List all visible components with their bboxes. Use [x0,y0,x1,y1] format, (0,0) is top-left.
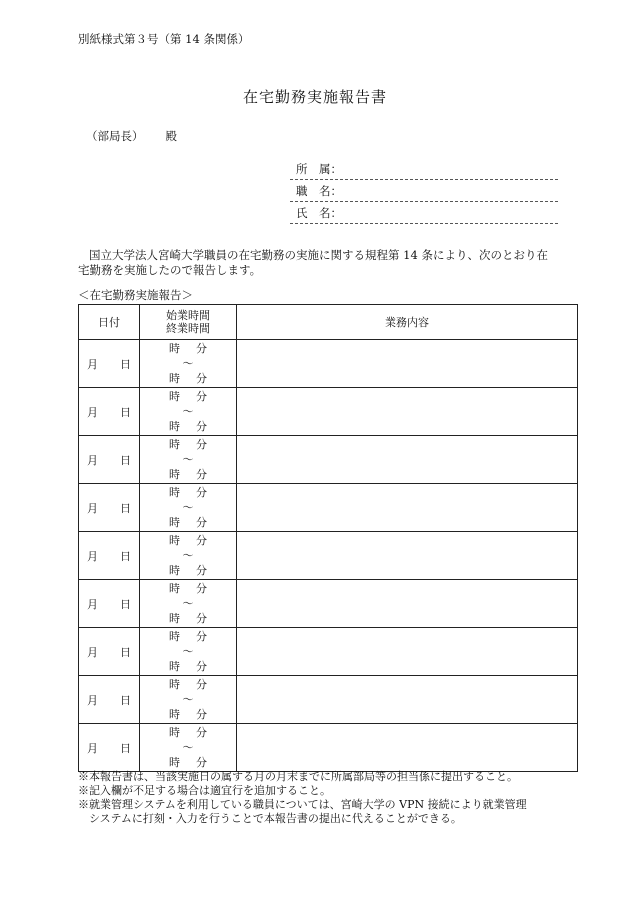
end-minute-label: 分 [196,468,207,481]
month-label: 月 [87,357,98,371]
day-label: 日 [120,453,131,467]
name-label: 氏 名： [296,206,342,220]
start-hour-label: 時 [169,438,180,451]
month-label: 月 [87,741,98,755]
header-date: 日付 [79,305,140,340]
date-cell[interactable] [79,676,140,724]
date-cell[interactable] [79,724,140,772]
applicant-block [290,158,558,224]
tilde: ～ [182,357,194,370]
end-hour-label: 時 [169,612,180,625]
start-hour-label: 時 [169,726,180,739]
end-hour-label: 時 [169,372,180,385]
start-minute-label: 分 [196,582,207,595]
work-content-cell[interactable] [237,724,578,772]
work-content-cell[interactable] [237,628,578,676]
tilde: ～ [182,645,194,658]
note-item: ※就業管理システムを利用している職員については、宮崎大学の VPN 接続により就業管理 [78,798,527,811]
start-hour-label: 時 [169,534,180,547]
table-header-row [79,305,578,340]
start-minute-label: 分 [196,438,207,451]
end-hour-label: 時 [169,708,180,721]
end-minute-label: 分 [196,756,207,769]
start-hour-label: 時 [169,678,180,691]
start-hour-label: 時 [169,390,180,403]
start-minute-label: 分 [196,390,207,403]
day-label: 日 [120,693,131,707]
month-label: 月 [87,693,98,707]
time-cell[interactable] [140,724,237,772]
date-cell[interactable] [79,340,140,388]
month-label: 月 [87,645,98,659]
note-item: ※記入欄が不足する場合は適宜行を追加すること。 [78,784,331,797]
work-content-cell[interactable] [237,436,578,484]
addressee-honorific: 殿 [165,129,177,143]
work-content-cell[interactable] [237,340,578,388]
time-cell[interactable] [140,580,237,628]
time-cell[interactable] [140,484,237,532]
end-hour-label: 時 [169,660,180,673]
form-id: 別紙様式第３号（第 14 条関係） [78,32,250,46]
time-cell[interactable] [140,628,237,676]
addressee-label: （部局長） [86,129,144,143]
work-content-cell[interactable] [237,484,578,532]
month-label: 月 [87,549,98,563]
start-minute-label: 分 [196,630,207,643]
month-label: 月 [87,501,98,515]
end-hour-label: 時 [169,564,180,577]
end-minute-label: 分 [196,420,207,433]
table-row [79,724,578,772]
notes [78,770,598,826]
start-hour-label: 時 [169,582,180,595]
date-cell[interactable] [79,436,140,484]
end-hour-label: 時 [169,420,180,433]
position-field[interactable] [290,180,558,202]
position-label: 職 名： [296,184,342,198]
report-table [78,304,578,772]
tilde: ～ [182,741,194,754]
time-cell[interactable] [140,436,237,484]
work-content-cell[interactable] [237,676,578,724]
time-cell[interactable] [140,340,237,388]
month-label: 月 [87,453,98,467]
table-row [79,340,578,388]
day-label: 日 [120,501,131,515]
table-row [79,388,578,436]
date-cell[interactable] [79,388,140,436]
work-content-cell[interactable] [237,532,578,580]
work-content-cell[interactable] [237,388,578,436]
tilde: ～ [182,453,194,466]
page-title: 在宅勤務実施報告書 [242,88,387,106]
body-text: 国立大学法人宮崎大学職員の在宅勤務の実施に関する規程第 14 条により、次のとおり在宅勤務を実施したので報告します。 [78,248,548,277]
end-hour-label: 時 [169,756,180,769]
time-cell[interactable] [140,532,237,580]
day-label: 日 [120,405,131,419]
header-time [140,305,237,340]
header-content: 業務内容 [237,305,578,340]
header-time-start: 始業時間 [166,309,210,322]
date-cell[interactable] [79,580,140,628]
table-row [79,436,578,484]
day-label: 日 [120,741,131,755]
table-caption: ＜在宅勤務実施報告＞ [78,288,193,302]
end-hour-label: 時 [169,516,180,529]
affiliation-field[interactable] [290,158,558,180]
day-label: 日 [120,549,131,563]
note-item: システムに打刻・入力を行うことで本報告書の提出に代えることができる。 [89,812,462,825]
time-cell[interactable] [140,676,237,724]
day-label: 日 [120,597,131,611]
start-minute-label: 分 [196,342,207,355]
header-time-end: 終業時間 [166,322,210,335]
end-minute-label: 分 [196,612,207,625]
tilde: ～ [182,597,194,610]
tilde: ～ [182,549,194,562]
date-cell[interactable] [79,532,140,580]
end-minute-label: 分 [196,564,207,577]
tilde: ～ [182,405,194,418]
day-label: 日 [120,645,131,659]
end-hour-label: 時 [169,468,180,481]
table-row [79,532,578,580]
date-cell[interactable] [79,628,140,676]
name-field[interactable] [290,202,558,224]
work-content-cell[interactable] [237,580,578,628]
table-row [79,580,578,628]
start-minute-label: 分 [196,726,207,739]
start-hour-label: 時 [169,342,180,355]
start-hour-label: 時 [169,486,180,499]
day-label: 日 [120,357,131,371]
note-item: ※本報告書は、当該実施日の属する月の月末までに所属部局等の担当係に提出すること。 [78,770,518,783]
date-cell[interactable] [79,484,140,532]
table-row [79,484,578,532]
addressee [86,128,177,144]
affiliation-label: 所 属： [296,162,342,176]
month-label: 月 [87,405,98,419]
end-minute-label: 分 [196,372,207,385]
time-cell[interactable] [140,388,237,436]
table-row [79,676,578,724]
tilde: ～ [182,693,194,706]
start-hour-label: 時 [169,630,180,643]
end-minute-label: 分 [196,708,207,721]
tilde: ～ [182,501,194,514]
start-minute-label: 分 [196,534,207,547]
table-row [79,628,578,676]
start-minute-label: 分 [196,486,207,499]
month-label: 月 [87,597,98,611]
end-minute-label: 分 [196,516,207,529]
end-minute-label: 分 [196,660,207,673]
start-minute-label: 分 [196,678,207,691]
